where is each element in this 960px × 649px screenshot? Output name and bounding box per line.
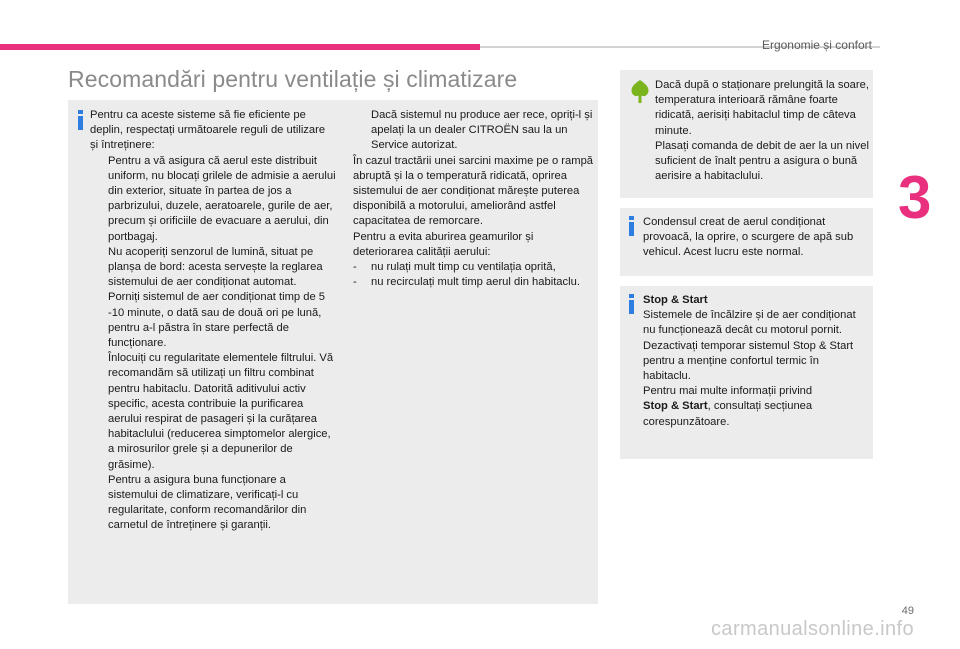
- list-item: Dacă sistemul nu produce aer rece, opriți-l și apelați la un dealer CITROËN sau la un Service autorizat.: [371, 109, 593, 152]
- leaf-icon: [628, 78, 652, 104]
- info-icon: [74, 110, 88, 130]
- page-title: Recomandări pentru ventilație și climatizare: [68, 66, 518, 92]
- page-number: 49: [901, 605, 914, 617]
- list-item: - nu rulați mult timp cu ventilația oprită,: [353, 260, 596, 275]
- main-column-left: [90, 108, 336, 534]
- stop-start-title: Stop & Start: [643, 294, 708, 306]
- eco-tip-text: Dacă după o staționare prelungită la soare, temperatura interioară rămâne foarte ridicată, aerisiți habitaclul timp de câteva minute. Plasați comanda de debit de aer la un nivel suficient de înalt pentru a asigura o bună aerisire a habitaclului.: [655, 79, 869, 183]
- list-item: Pentru a vă asigura că aerul este distribuit uniform, nu blocați grilele de admisie a aerului din exterior, situate în partea de jos a parbrizului, duzele, aeratoarele, gurile de aer, precum și orificiile de evacuare a aerului, din portbagaj.: [108, 154, 336, 243]
- header-accent-bar: [0, 44, 480, 50]
- list-item: - nu recirculați mult timp aerul din habitaclu.: [353, 275, 596, 290]
- towing-text: În cazul tractării unei sarcini maxime pe o rampă abruptă și la o temperatură ridicată, oprirea sistemului de aer condiționat mărește puterea disponibilă a motorului, ameliorând astfel capacitatea de remorcare.: [353, 154, 594, 228]
- main-column-right: [353, 108, 596, 290]
- list-item: Înlocuiți cu regularitate elementele filtrului. Vă recomandăm să utilizați un filtru combinat pentru habitaclu. Datorită aditivului activ specific, acesta contribuie la purificarea aerului respirat de pasageri și la curățarea habitaclului (reducerea simptomelor alergice, a mirosurilor grele și a depunerilor de grăsime).: [108, 352, 334, 471]
- intro-text: Pentru ca aceste sisteme să fie eficiente pe deplin, respectați următoarele reguli de utilizare și întreținere:: [90, 109, 326, 152]
- watermark: carmanualsonline.info: [711, 618, 914, 640]
- condensation-text: Condensul creat de aerul condiționat provoacă, la oprire, o scurgere de apă sub vehicul. Acest lucru este normal.: [643, 216, 854, 259]
- dash-marker: -: [353, 261, 357, 274]
- fog-intro-text: Pentru a evita aburirea geamurilor și deteriorarea calității aerului:: [353, 230, 534, 258]
- stop-start-text: Stop & Start Sistemele de încălzire și de aer condiționat nu funcționează decât cu motorul pornit. Dezactivați temporar sistemul Stop & Start pentru a menține confortul termic în habitaclu. Pentru mai multe informații privind Stop & Start, consultați secțiunea corespunzătoare.: [643, 293, 869, 430]
- chapter-number: 3: [898, 164, 932, 231]
- list-item: Nu acoperiți senzorul de lumină, situat pe planșa de bord: acesta servește la reglarea sistemului de aer condiționat automat.: [108, 245, 323, 289]
- list-item: Pentru a asigura buna funcționare a sistemului de climatizare, verificați-l cu regularitate, conform recomandărilor din carnetul de întreținere și garanții.: [108, 473, 307, 532]
- section-title: Ergonomie și confort: [761, 38, 872, 52]
- info-icon: [625, 216, 639, 236]
- dash-marker: -: [353, 276, 357, 289]
- info-icon: [625, 294, 639, 314]
- list-item: Porniți sistemul de aer condiționat timp de 5 -10 minute, o dată sau de două ori pe lună, pentru a-l păstra în stare perfectă de funcționare.: [108, 291, 326, 350]
